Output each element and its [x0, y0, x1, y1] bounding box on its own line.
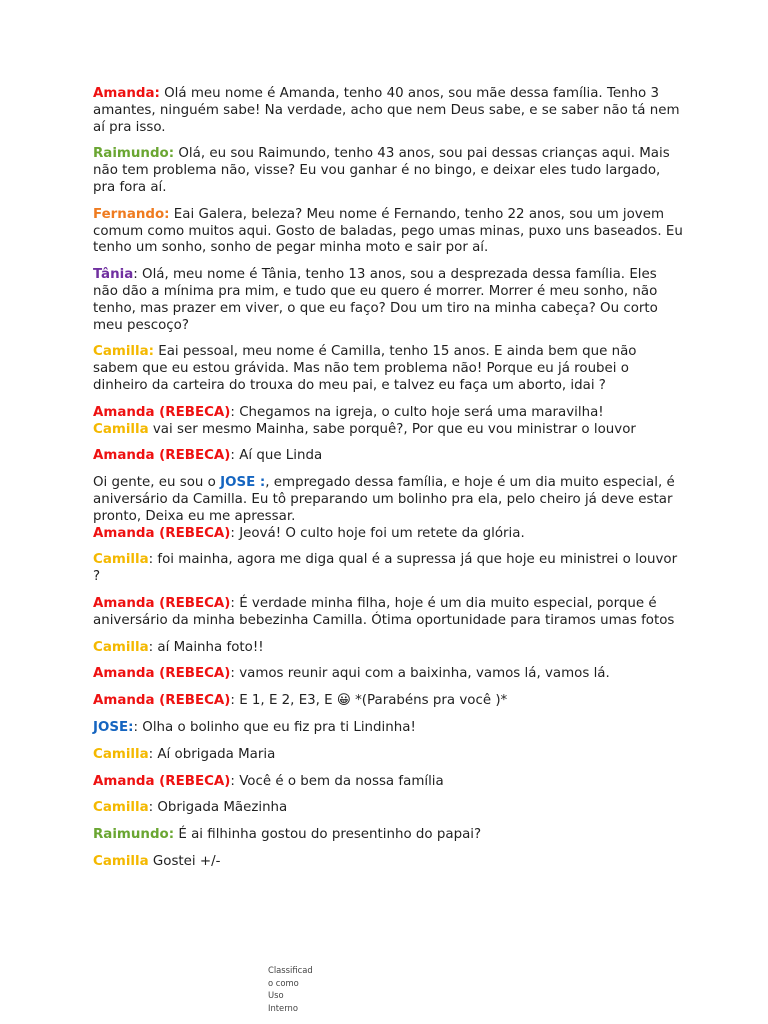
speaker-name-camilla: Camilla [93, 800, 149, 816]
dialogue-text: Olá meu nome é Amanda, tenho 40 anos, sou mãe dessa família. Tenho 3 amantes, ninguém sabe! Na verdade, acho que nem Deus sabe, e se saber não tá nem aí pra isso. [93, 86, 680, 135]
dialogue-paragraph [93, 596, 683, 630]
dialogue-line [93, 475, 683, 525]
dialogue-line [93, 422, 683, 439]
speaker-name-amanda: Amanda (REBECA) [93, 595, 231, 611]
dialogue-paragraph [93, 854, 683, 871]
dialogue-paragraph [93, 86, 683, 136]
dialogue-text: : E 1, E 2, E3, E 😀 *(Parabéns pra você )* [230, 693, 508, 709]
speaker-name-camilla: Camilla [93, 639, 149, 655]
dialogue-line [93, 344, 683, 394]
dialogue-paragraph [93, 146, 683, 196]
speaker-name-fernando: Fernando: [93, 206, 170, 222]
speaker-name-amanda: Amanda: [93, 86, 160, 101]
speaker-name-amanda: Amanda (REBECA) [93, 773, 231, 789]
dialogue-text: : vamos reunir aqui com a baixinha, vamos lá, vamos lá. [230, 666, 610, 682]
dialogue-line [93, 720, 683, 737]
classification-label-line: Classificad [268, 965, 313, 975]
dialogue-line [93, 86, 683, 136]
speaker-name-raimundo: Raimundo: [93, 146, 175, 162]
speaker-name-amanda: Amanda (REBECA) [93, 404, 231, 420]
dialogue-text: Olá, eu sou Raimundo, tenho 43 anos, sou pai dessas crianças aqui. Mais não tem problema não, visse? Eu vou ganhar é no bingo, e deixar eles tudo largado, pra fora aí. [93, 146, 670, 195]
document-body [93, 86, 683, 881]
dialogue-paragraph [93, 747, 683, 764]
speaker-name-camilla: Camilla [93, 552, 149, 568]
dialogue-paragraph [93, 552, 683, 586]
dialogue-text: : Chegamos na igreja, o culto hoje será uma maravilha! [230, 404, 604, 420]
dialogue-text: : Jeová! O culto hoje foi um retete da glória. [230, 525, 525, 541]
dialogue-line [93, 640, 683, 657]
dialogue-text: : Olá, meu nome é Tânia, tenho 13 anos, sou a desprezada dessa família. Eles não dão a mínima pra mim, e tudo que eu quero é morrer. Morrer é meu sonho, não tenho, mas prazer em viver, o que eu faço? Dou um tiro na minha cabeça? Ou corto meu pescoço? [93, 267, 658, 333]
dialogue-paragraph [93, 640, 683, 657]
dialogue-text: : Você é o bem da nossa família [230, 773, 444, 789]
dialogue-paragraph [93, 720, 683, 737]
dialogue-line [93, 693, 683, 710]
speaker-name-camilla: Camilla: [93, 344, 154, 360]
dialogue-text: : Olha o bolinho que eu fiz pra ti Lindinha! [133, 719, 416, 735]
dialogue-line [93, 207, 683, 257]
dialogue-text: Gostei +/- [148, 853, 221, 869]
dialogue-text: : Aí obrigada Maria [148, 746, 276, 762]
dialogue-line [93, 146, 683, 196]
dialogue-line [93, 448, 683, 465]
dialogue-paragraph [93, 475, 683, 525]
speaker-name-camilla: Camilla [93, 421, 149, 437]
dialogue-line [93, 666, 683, 683]
speaker-name-tania: Tânia [93, 267, 134, 283]
dialogue-paragraph [93, 344, 683, 394]
speaker-name-amanda: Amanda (REBECA) [93, 693, 231, 709]
dialogue-text: É ai filhinha gostou do presentinho do papai? [174, 827, 482, 843]
dialogue-text: : Obrigada Mãezinha [148, 800, 288, 816]
dialogue-line [93, 747, 683, 764]
dialogue-paragraph [93, 526, 683, 543]
classification-label-line: Interno [268, 1002, 298, 1013]
dialogue-line [93, 827, 683, 844]
dialogue-text: Oi gente, eu sou o [93, 475, 221, 491]
speaker-name-camilla: Camilla [93, 746, 149, 762]
dialogue-text: Eai pessoal, meu nome é Camilla, tenho 15 anos. E ainda bem que não sabem que eu estou grávida. Mas não tem problema não! Porque eu já roubei o dinheiro da carteira do trouxa do meu pai, e talvez eu faça um aborto, idai ? [93, 344, 637, 393]
classification-label-line: Uso [268, 990, 284, 1001]
dialogue-paragraph [93, 693, 683, 710]
classification-label [268, 964, 328, 1014]
speaker-name-amanda: Amanda (REBECA) [93, 666, 231, 682]
dialogue-paragraph [93, 448, 683, 465]
speaker-name-amanda: Amanda (REBECA) [93, 448, 231, 464]
dialogue-text: : Aí que Linda [230, 448, 323, 464]
dialogue-line [93, 552, 683, 586]
dialogue-line [93, 800, 683, 817]
dialogue-paragraph [93, 774, 683, 791]
dialogue-line [93, 267, 683, 334]
dialogue-paragraph [93, 800, 683, 817]
dialogue-text: : aí Mainha foto!! [148, 639, 264, 655]
speaker-name-raimundo: Raimundo: [93, 827, 175, 843]
dialogue-line [93, 854, 683, 871]
dialogue-line [93, 774, 683, 791]
dialogue-line [93, 596, 683, 630]
dialogue-line [93, 405, 683, 422]
dialogue-text: : foi mainha, agora me diga qual é a supressa já que hoje eu ministrei o louvor ? [93, 552, 678, 585]
dialogue-text: , empregado dessa família, e hoje é um dia muito especial, é aniversário da Camilla. Eu tô preparando um bolinho pra ela, pelo cheiro já deve estar pronto, Deixa eu me apressar. [93, 475, 675, 524]
dialogue-paragraph [93, 267, 683, 334]
dialogue-line [93, 526, 683, 543]
dialogue-paragraph [93, 666, 683, 683]
classification-label-line: o como [268, 977, 299, 988]
speaker-name-jose: JOSE : [220, 475, 266, 491]
dialogue-text: vai ser mesmo Mainha, sabe porquê?, Por que eu vou ministrar o louvor [148, 421, 636, 437]
dialogue-text: : É verdade minha filha, hoje é um dia muito especial, porque é aniversário da minha bebezinha Camilla. Ótima oportunidade para tiramos umas fotos [93, 595, 675, 628]
speaker-name-camilla: Camilla [93, 853, 149, 869]
dialogue-text: Eai Galera, beleza? Meu nome é Fernando, tenho 22 anos, sou um jovem comum como muitos aqui. Gosto de baladas, pego umas minas, puxo uns baseados. Eu tenho um sonho, sonho de pegar minha moto e sair por aí. [93, 206, 683, 256]
dialogue-paragraph [93, 405, 683, 439]
speaker-name-jose: JOSE: [93, 719, 134, 735]
dialogue-paragraph [93, 827, 683, 844]
speaker-name-amanda: Amanda (REBECA) [93, 525, 231, 541]
dialogue-paragraph [93, 207, 683, 257]
